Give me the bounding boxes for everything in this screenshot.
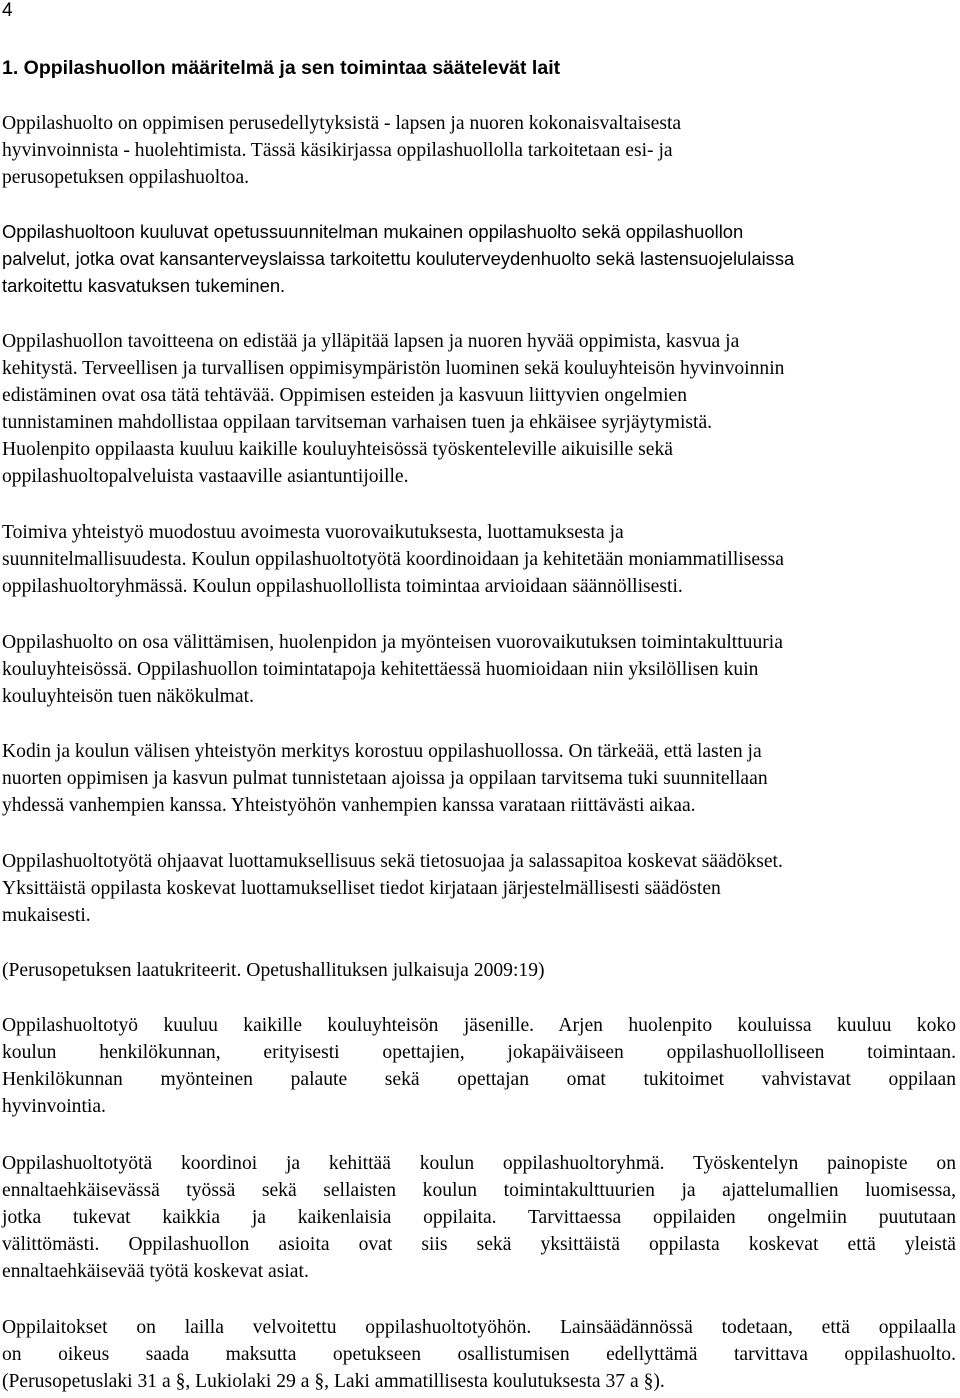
paragraph-line: jotka tukevat kaikkia ja kaikenlaisia oppilaita. Tarvittaessa oppilaiden ongelmiin puututaan	[2, 1207, 956, 1228]
paragraph-line: hyvinvoinnista - huolehtimista. Tässä käsikirjassa oppilashuollolla tarkoitetaan esi- ja	[2, 140, 673, 161]
paragraph-line: edistäminen ovat osa tätä tehtävää. Oppimisen esteiden ja kasvuun liittyvien ongelmien	[2, 385, 688, 406]
paragraph-confidentiality	[2, 848, 783, 929]
paragraph-line: ennaltaehkäisevässä työssä sekä sellaisten koulun toimintakulttuurien ja ajattelumallien luomisessa,	[2, 1180, 956, 1201]
paragraph-line: nuorten oppimisen ja kasvun pulmat tunnistetaan ajoissa ja oppilaan tarvitsema tuki suunnitellaan	[2, 768, 768, 789]
page-number: 4	[2, 0, 13, 21]
paragraph-line: kehitystä. Terveellisen ja turvallisen oppimisympäristön luominen sekä kouluyhteisön hyvinvoinnin	[2, 358, 785, 379]
paragraph-line: oppilashuoltopalveluista vastaaville asiantuntijoille.	[2, 466, 409, 487]
paragraph-line: mukaisesti.	[2, 905, 91, 926]
paragraph-line: oppilashuoltoryhmässä. Koulun oppilashuollollista toimintaa arvioidaan säännöllisesti.	[2, 576, 683, 597]
paragraph-line: Oppilashuolto on osa välittämisen, huolenpidon ja myönteisen vuorovaikutuksen toimintakulttuuria	[2, 632, 783, 653]
paragraph-line: Huolenpito oppilaasta kuuluu kaikille kouluyhteisössä työskenteleville aikuisille sekä	[2, 439, 673, 460]
paragraph-goals	[2, 328, 784, 490]
paragraph-line: välittömästi. Oppilashuollon asioita ovat siis sekä yksittäistä oppilasta koskevat että yleistä	[2, 1234, 956, 1255]
paragraph-line: (Perusopetuksen laatukriteerit. Opetushallituksen julkaisuja 2009:19)	[2, 960, 545, 981]
paragraph-line: ennaltaehkäisevää työtä koskevat asiat.	[2, 1261, 309, 1282]
paragraph-components	[2, 218, 794, 299]
paragraph-line: Oppilashuolto on oppimisen perusedellytyksistä - lapsen ja nuoren kokonaisvaltaisesta	[2, 113, 682, 134]
paragraph-line: yhdessä vanhempien kanssa. Yhteistyöhön vanhempien kanssa varataan riittävästi aikaa.	[2, 795, 696, 816]
paragraph-line: palvelut, jotka ovat kansanterveyslaissa tarkoitettu kouluterveydenhuolto sekä lastensuojelulaissa	[2, 248, 795, 269]
paragraph-line: Oppilaitokset on lailla velvoitettu oppilashuoltotyöhön. Lainsäädännössä todetaan, että oppilaalla	[2, 1317, 956, 1338]
paragraph-line: tunnistaminen mahdollistaa oppilaan tarvitseman varhaisen tuen ja ehkäisee syrjäytymistä.	[2, 412, 713, 433]
paragraph-line: tarkoitettu kasvatuksen tukeminen.	[2, 275, 286, 296]
paragraph-everyone	[2, 1012, 956, 1120]
paragraph-line: Henkilökunnan myönteinen palaute sekä opettajan omat tukitoimet vahvistavat oppilaan	[2, 1069, 956, 1090]
paragraph-line: Oppilashuoltoon kuuluvat opetussuunnitelman mukainen oppilashuolto sekä oppilashuollon	[2, 221, 744, 242]
paragraph-line: Oppilashuoltotyötä ohjaavat luottamuksellisuus sekä tietosuojaa ja salassapitoa koskevat säädökset.	[2, 851, 783, 872]
paragraph-definition	[2, 110, 681, 191]
paragraph-home-school	[2, 738, 768, 819]
paragraph-line: Oppilashuoltotyö kuuluu kaikille kouluyhteisön jäsenille. Arjen huolenpito kouluissa kuuluu koko	[2, 1015, 956, 1036]
paragraph-line: (Perusopetuslaki 31 a §, Lukiolaki 29 a §, Laki ammatillisesta koulutuksesta 37 a §).	[2, 1371, 665, 1392]
citation	[2, 957, 545, 984]
paragraph-line: hyvinvointia.	[2, 1096, 106, 1117]
paragraph-legislation	[2, 1314, 956, 1395]
paragraph-line: koulun henkilökunnan, erityisesti opettajien, jokapäiväiseen oppilashuollolliseen toimintaan.	[2, 1042, 956, 1063]
paragraph-line: kouluyhteisön tuen näkökulmat.	[2, 686, 254, 707]
paragraph-line: kouluyhteisössä. Oppilashuollon toimintatapoja kehitettäessä huomioidaan niin yksilöllisen kuin	[2, 659, 759, 680]
paragraph-culture	[2, 629, 783, 710]
paragraph-line: Toimiva yhteistyö muodostuu avoimesta vuorovaikutuksesta, luottamuksesta ja	[2, 522, 624, 543]
paragraph-line: Oppilashuollon tavoitteena on edistää ja ylläpitää lapsen ja nuoren hyvää oppimista, kasvua ja	[2, 331, 740, 352]
paragraph-coordination	[2, 1150, 956, 1285]
section-heading: 1. Oppilashuollon määritelmä ja sen toimintaa säätelevät lait	[2, 57, 561, 79]
paragraph-line: Kodin ja koulun välisen yhteistyön merkitys korostuu oppilashuollossa. On tärkeää, että lasten ja	[2, 741, 762, 762]
paragraph-line: Oppilashuoltotyötä koordinoi ja kehittää koulun oppilashuoltoryhmä. Työskentelyn painopiste on	[2, 1153, 956, 1174]
paragraph-line: suunnitelmallisuudesta. Koulun oppilashuoltotyötä koordinoidaan ja kehitetään moniammatillisessa	[2, 549, 784, 570]
paragraph-cooperation	[2, 519, 784, 600]
paragraph-line: Yksittäistä oppilasta koskevat luottamukselliset tiedot kirjataan järjestelmällisesti säädösten	[2, 878, 721, 899]
paragraph-line: on oikeus saada maksutta opetukseen osallistumisen edellyttämä tarvittava oppilashuolto.	[2, 1344, 956, 1365]
paragraph-line: perusopetuksen oppilashuoltoa.	[2, 167, 250, 188]
